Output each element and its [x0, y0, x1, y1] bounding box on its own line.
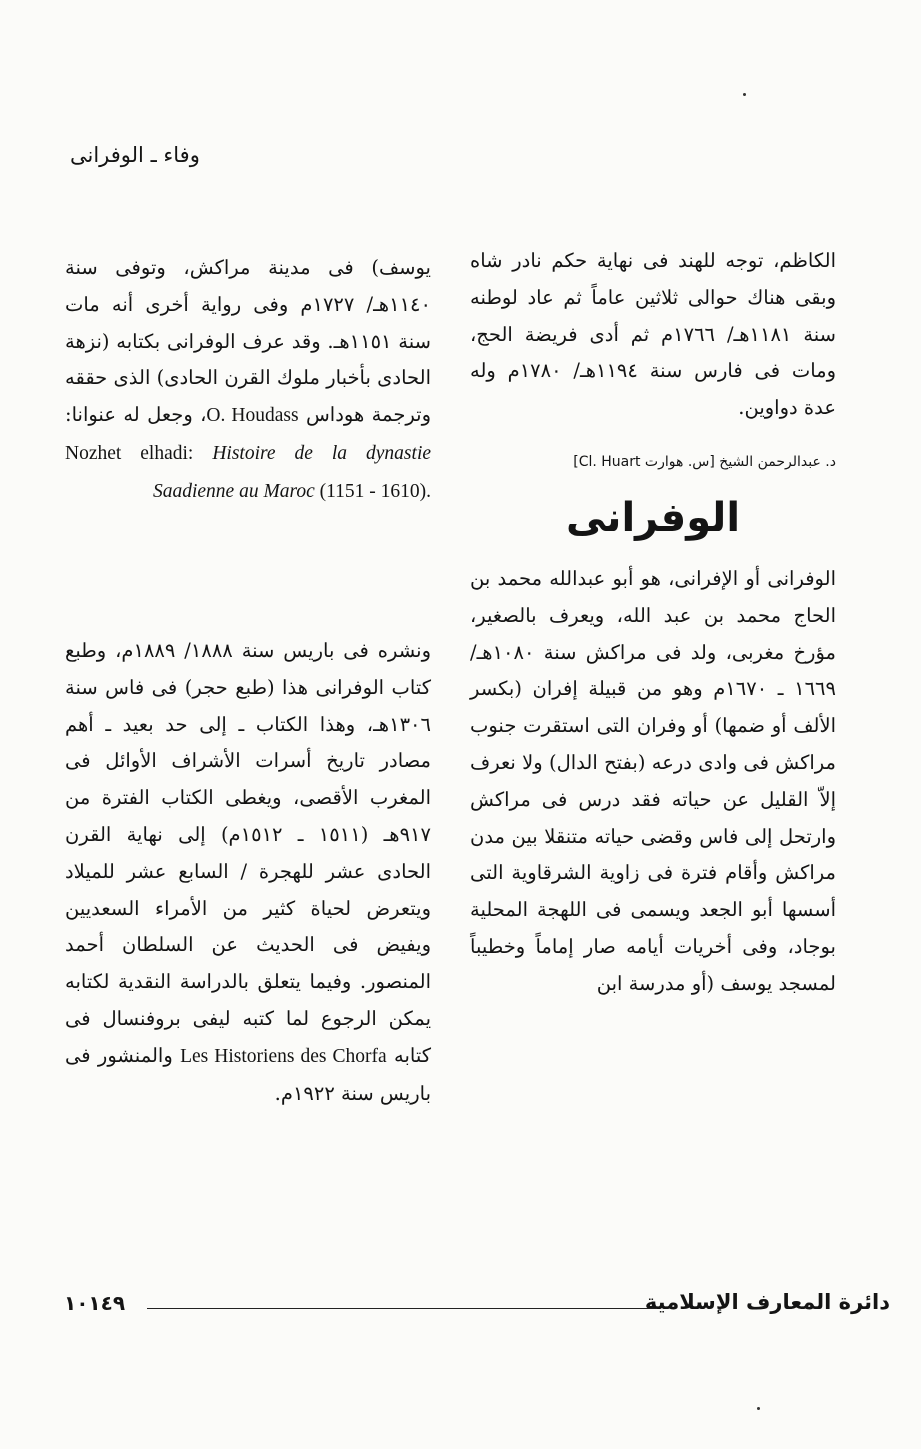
left-column-top [65, 250, 431, 511]
left-column-bottom [65, 633, 431, 1112]
article-title: الوفرانى [565, 494, 741, 541]
author-signature: د. عبدالرحمن الشيخ [س. هوارت Cl. Huart] [573, 453, 836, 470]
scan-speck [743, 93, 746, 96]
french-title-italic: Histoire de la dynastie Saadienne au Maroc [152, 442, 432, 502]
running-head: وفاء ـ الوفرانى [70, 143, 200, 167]
article-paragraph-2 [65, 633, 431, 1112]
footer-rule [147, 1308, 657, 1309]
page-footer [64, 1290, 890, 1324]
paragraph-2-text: ونشره فى باريس سنة ١٨٨٨/ ١٨٨٩م، وطبع كتاب الوفرانى هذا (طبع حجر) فى فاس سنة ١٣٠٦هـ، وهذا الكتاب ـ إلى حد بعيد ـ أهم مصادر تاريخ أسرات الأشراف الأوائل فى المغرب الأقصى، ويغطى الكتاب الفترة من ٩١٧هـ (١٥١١ ـ ١٥١٢م) إلى نهاية القرن الحادى عشر للهجرة / السابع عشر للميلاد ويتعرض لحياة كثير من الأمراء السعديين ويفيض فى الحديث عن السلطان أحمد المنصور. وفيما يتعلق بالدراسة النقدية لكتابه يمكن الرجوع لما كتبه ليفى بروفنسال فى كتابه [65, 639, 432, 1067]
book-title: Les Historiens des Chorfa [180, 1045, 387, 1067]
french-title [65, 443, 431, 502]
article-body: الوفرانى أو الإفرانى، هو أبو عبدالله محمد بن الحاج محمد بن عبد الله، ويعرف بالصغير، مؤرخ مغربى، ولد فى مراكش سنة ١٠٨٠هـ/ ١٦٦٩ ـ ١٦٧٠م وهو من قبيلة إفران (بكسر الألف أو ضمها) أو وفران التى استقرت جنوب مراكش فى وادى درعه (بفتح الدال) ولا نعرف إلاّ القليل عن حياته فقد درس فى مراكش وارتحل إلى فاس وقضى حياته متنقلا بين مدن مراكش وأقام فترة فى زاوية الشرقاوية التى أسسها أبو الجعد ويسمى فى اللهجة المحلية بوجاد، وفى أخريات أيامه صار إماماً وخطيباً لمسجد يوسف (أو مدرسة ابن [470, 566, 836, 995]
paragraph-1-title-intro: وجعل له عنوانا: [65, 403, 193, 427]
french-title-plain: Nozhet elhadi: [65, 442, 194, 464]
paragraph-1-text: يوسف) فى مدينة مراكش، وتوفى سنة ١١٤٠هـ/ ١٧٢٧م وفى رواية أخرى أنه مات سنة ١١٥١هـ. وقد عرف الوفرانى بكتابه (نزهة الحادى بأخبار ملوك القرن الحادى) الذى حققه وترجمة هوداس [65, 256, 431, 427]
footer-title: دائرة المعارف الإسلامية [644, 1290, 890, 1314]
previous-article-ending: الكاظم، توجه للهند فى نهاية حكم نادر شاه وبقى هناك حوالى ثلاثين عاماً ثم عاد لوطنه سنة ١١٨١هـ/ ١٧٦٦م ثم أدى فريضة الحج، ومات فى فارس سنة ١١٩٤هـ/ ١٧٨٠م وله عدة دواوين. [470, 249, 836, 420]
article-paragraph-1 [65, 250, 431, 511]
french-title-years: (1151 - 1610). [319, 480, 431, 502]
page-number: ١٠١٤٩ [64, 1291, 126, 1315]
translator-name: O. Houdass [206, 405, 299, 427]
comma: ، [200, 403, 207, 427]
right-column [470, 243, 836, 1003]
paragraph-2-end: والمنشور فى باريس سنة ١٩٢٢م. [65, 1043, 431, 1105]
scan-speck [757, 1407, 760, 1410]
